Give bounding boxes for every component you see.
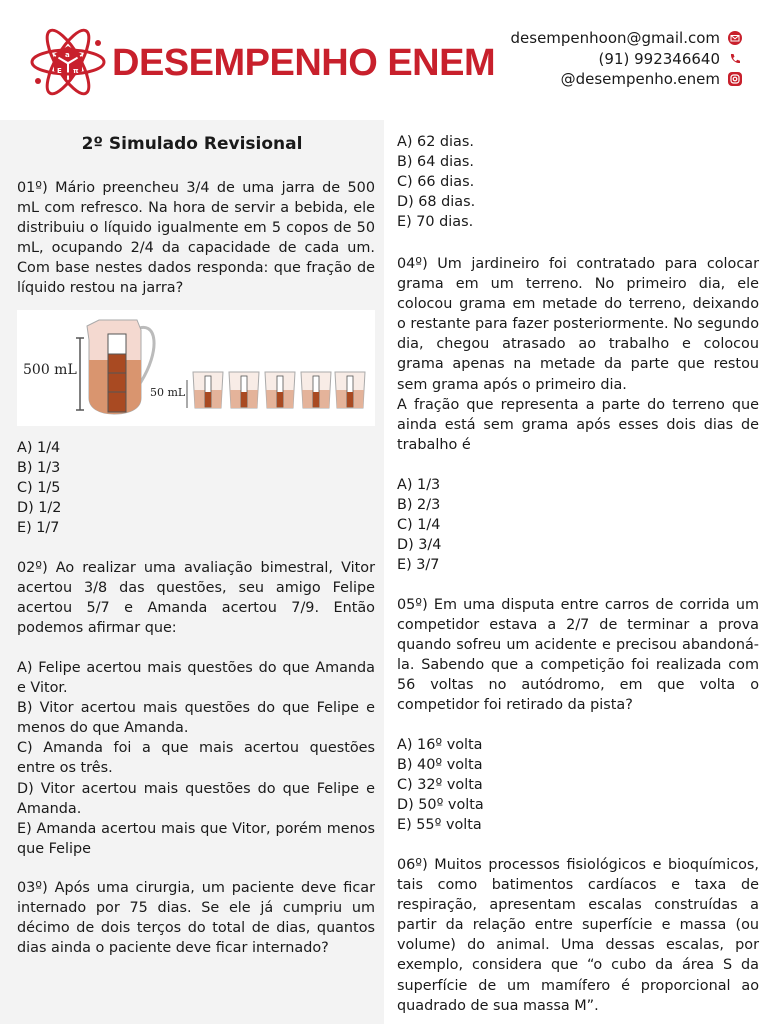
- option-d[interactable]: D) 1/2: [17, 500, 62, 517]
- instagram-icon: [728, 72, 742, 86]
- option-e[interactable]: E) 55º volta: [397, 817, 482, 834]
- option-a[interactable]: A) 62 dias.: [397, 134, 474, 150]
- svg-text:E: E: [57, 67, 62, 75]
- page-header: [0, 0, 768, 120]
- option-c[interactable]: C) 32º volta: [397, 777, 483, 794]
- option-e[interactable]: E) 70 dias.: [397, 214, 474, 231]
- cups: [193, 372, 365, 408]
- contact-info: [511, 28, 721, 90]
- question-6-text: 06º) Muitos processos fisiológicos e bioquímicos, tais como batimentos cardíacos e taxa de respiração, apresentam escalas construídas a partir da relação entre superfície e massa (ou volume) do animal. Uma dessas escalas, por exemplo, considera que “o cubo da área S da superfície de um mamífero é proporcional ao quadrado de sua massa M”.: [397, 857, 759, 1014]
- option-d[interactable]: D) 50º volta: [397, 797, 484, 814]
- option-d[interactable]: D) 3/4: [397, 537, 442, 554]
- jar-and-cups-figure: [17, 310, 375, 426]
- option-b[interactable]: B) 64 dias.: [397, 154, 474, 171]
- brand-name: DESEMPENHO ENEM: [112, 42, 496, 84]
- question-3-text: 03º) Após uma cirurgia, um paciente deve ficar internado por 75 dias. Se ele já cumpriu um décimo de dois terços do total de dias, quantos dias ainda o paciente deve ficar internado?: [17, 880, 375, 957]
- question-5-options: [397, 735, 759, 835]
- left-column: [0, 120, 384, 1024]
- question-2-options: [17, 658, 375, 859]
- option-d[interactable]: D) Vitor acertou mais questões do que Felipe e Amanda.: [17, 780, 375, 817]
- option-b[interactable]: B) 1/3: [17, 460, 61, 477]
- email-text[interactable]: desempenhoon@gmail.com: [510, 29, 720, 47]
- option-c[interactable]: C) 1/4: [397, 517, 441, 534]
- option-c[interactable]: C) Amanda foi a que mais acertou questões entre os três.: [17, 740, 375, 777]
- page-title: 2º Simulado Revisional: [81, 134, 303, 154]
- option-a[interactable]: A) Felipe acertou mais questões do que Amanda e Vitor.: [17, 660, 375, 697]
- option-a[interactable]: A) 1/3: [397, 477, 441, 493]
- option-a[interactable]: A) 1/4: [17, 440, 61, 456]
- option-b[interactable]: B) Vitor acertou mais questões do que Felipe e menos do que Amanda.: [17, 700, 375, 737]
- cup-volume-label: 50 mL: [150, 386, 186, 399]
- option-b[interactable]: B) 40º volta: [397, 757, 483, 774]
- phone-line: [511, 49, 721, 70]
- email-icon: [728, 31, 742, 45]
- option-e[interactable]: E) Amanda acertou mais que Vitor, porém menos que Felipe: [17, 820, 375, 857]
- question-1-text: 01º) Mário preencheu 3/4 de uma jarra de 500 mL com refresco. Na hora de servir a bebida, ele distribuiu o líquido igualmente em 5 copos de 50 mL, ocupando 2/4 da capacidade de cada um. Com base nestes dados responda: que fração de líquido restou na jarra?: [17, 180, 375, 297]
- option-d[interactable]: D) 68 dias.: [397, 194, 476, 211]
- jar-volume-label: 500 mL: [23, 362, 77, 378]
- instagram-line: [511, 69, 721, 90]
- option-e[interactable]: E) 1/7: [17, 520, 60, 537]
- svg-text:a: a: [65, 51, 70, 59]
- question-4-options: [397, 475, 759, 575]
- question-4-prompt: A fração que representa a parte do terreno que ainda está sem grama após esses dois dias de trabalho é: [397, 396, 759, 453]
- question-1-options: [17, 438, 375, 538]
- right-column: [384, 120, 768, 1024]
- phone-icon: [728, 52, 742, 66]
- svg-text:π: π: [73, 67, 79, 75]
- email-line: [511, 28, 721, 49]
- option-a[interactable]: A) 16º volta: [397, 737, 483, 753]
- question-4-statement: 04º) Um jardineiro foi contratado para colocar grama em um terreno. No primeiro dia, ele colocou grama em metade do terreno, deixando o restante para fazer posteriormente. No segundo dia, chegou atrasado ao trabalho e colocou grama apenas na metade da parte que restou sem grama após o primeiro dia.: [397, 256, 759, 393]
- option-c[interactable]: C) 1/5: [17, 480, 61, 497]
- question-3-options: [397, 132, 759, 232]
- question-2-text: 02º) Ao realizar uma avaliação bimestral, Vitor acertou 3/8 das questões, seu amigo Felipe acertou 5/7 e Amanda acertou 7/9. Então podemos afirmar que:: [17, 560, 375, 637]
- option-c[interactable]: C) 66 dias.: [397, 174, 475, 191]
- phone-text[interactable]: (91) 992346640: [598, 49, 720, 68]
- question-5-text: 05º) Em uma disputa entre carros de corrida um competidor estava a 2/7 de terminar a prova quando sofreu um acidente e precisou abandoná-la. Sabendo que a competição foi realizada com 56 voltas no autódromo, em que volta o competidor foi retirado da pista?: [397, 597, 759, 714]
- question-4-text: [397, 254, 759, 455]
- logo-atom-icon: [28, 26, 108, 98]
- option-b[interactable]: B) 2/3: [397, 497, 441, 514]
- instagram-text[interactable]: @desempenho.enem: [560, 70, 720, 88]
- option-e[interactable]: E) 3/7: [397, 557, 440, 574]
